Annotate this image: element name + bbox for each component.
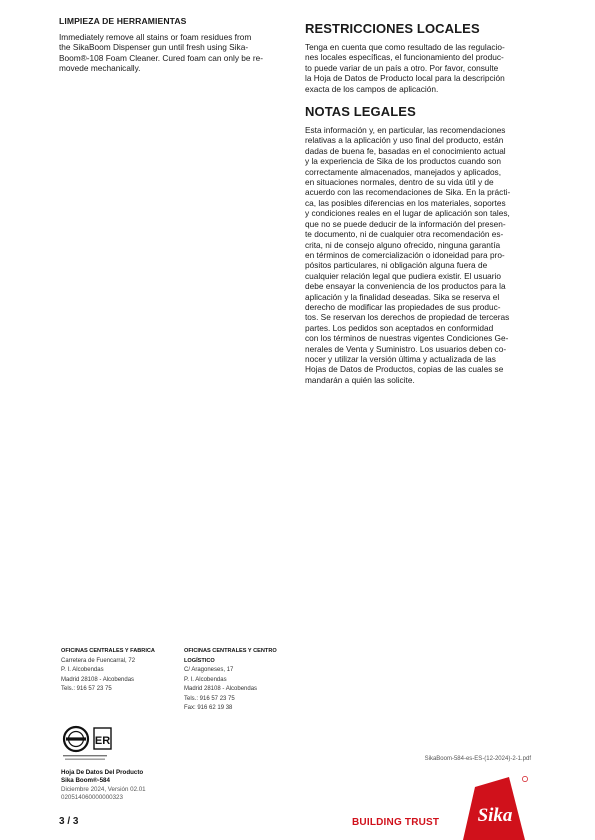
legal-notes-text: Esta información y, en particular, las recomendaciones relativas a la aplicación y uso final del producto, están dadas de buena fe, basadas en el conocimiento actual y la experiencia de Sika de los productos cuando son correctamente almacenados, manejados y aplicados, en situaciones normales, dentro de su vida útil y de acuerdo con las recomendaciones de Sika. En la prácti- ca, las posibles diferencias en los materiales, soportes y condiciones reales en el lugar de aplicación son tales, que no se puede deducir de la información del presen- te documento, ni de cualquier otra recomendación es- crita, ni de consejo alguno ofrecido, ninguna garantía en términos de comercialización o idoneidad para pro- pósitos particulares, ni obligación alguna fuera de cualquier relación legal que pudiera existir. El usuario debe ensayar la conveniencia de los productos para la aplicación y la finalidad deseadas. Sika se reserva el derecho de modificar las propiedades de sus produc- tos. Se reservan los derechos de propiedad de terceras partes. Los pedidos son aceptados en conformidad con los términos de nuestras vigentes Condiciones Ge- nerales de Venta y Suministro. Los usuarios deben co- nocer y utilizar la versión última y actualizada de las Hojas de Datos de Productos, copias de las cuales se mandarán a quién las solicite. [305,125,511,385]
certification-logo [61,724,123,764]
page-number: 3 / 3 [59,816,79,827]
local-restrictions-text: Tenga en cuenta que como resultado de las regulacio- nes locales específicas, el funcionamiento del produc- to puede variar de un país a otro. Por favor, consulte la Hoja de Datos de Producto local para la descripción exacta de los campos de aplicación. [305,42,505,94]
office-logistics-title: OFICINAS CENTRALES Y CENTRO LOGÍSTICO [184,648,277,664]
document-code: 020514060000000323 [61,794,123,802]
registered-mark-icon [522,776,527,781]
legal-notes-heading: NOTAS LEGALES [305,104,416,120]
office-line: C/ Aragoneses, 17 [184,667,234,673]
office-headquarters [61,647,176,695]
tool-cleaning-heading: LIMPIEZA DE HERRAMIENTAS [59,16,187,26]
product-name: Sika Boom®-584 [61,777,110,785]
office-line: Tels.: 916 57 23 75 [61,686,112,692]
document-info [61,769,146,803]
office-line: Carretera de Fuencarral, 72 [61,657,136,664]
office-line: Madrid 28108 - Alcobendas [184,686,258,692]
document-date-version: Diciembre 2024, Versión 02.01 [61,785,146,793]
document-type: Hoja De Datos Del Producto [61,769,144,776]
office-line: P. I. Alcobendas [61,667,104,673]
office-headquarters-title: OFICINAS CENTRALES Y FABRICA [61,648,155,654]
pdf-filename: SikaBoom-584-es-ES-(12-2024)-2-1.pdf [424,756,531,762]
office-line: Tels.: 916 57 23 75 [184,695,235,702]
office-line: Madrid 28108 - Alcobendas [61,676,135,683]
er-mark-text: ER [94,735,111,747]
office-line: P. I. Alcobendas [184,676,227,683]
sika-logo-text: Sika [477,805,513,826]
left-column [59,16,283,74]
tool-cleaning-text: Immediately remove all stains or foam residues from the SikaBoom Dispenser gun until fresh using Sika- Boom®-108 Foam Cleaner. Cured foam can only be re- movede mechanically. [59,32,263,74]
sika-logo [459,773,529,840]
office-logistics [184,647,294,714]
office-line: Fax: 916 62 19 38 [184,705,233,711]
right-column [305,21,530,385]
building-trust-slogan: BUILDING TRUST [352,817,440,828]
local-restrictions-heading: RESTRICCIONES LOCALES [305,21,480,36]
